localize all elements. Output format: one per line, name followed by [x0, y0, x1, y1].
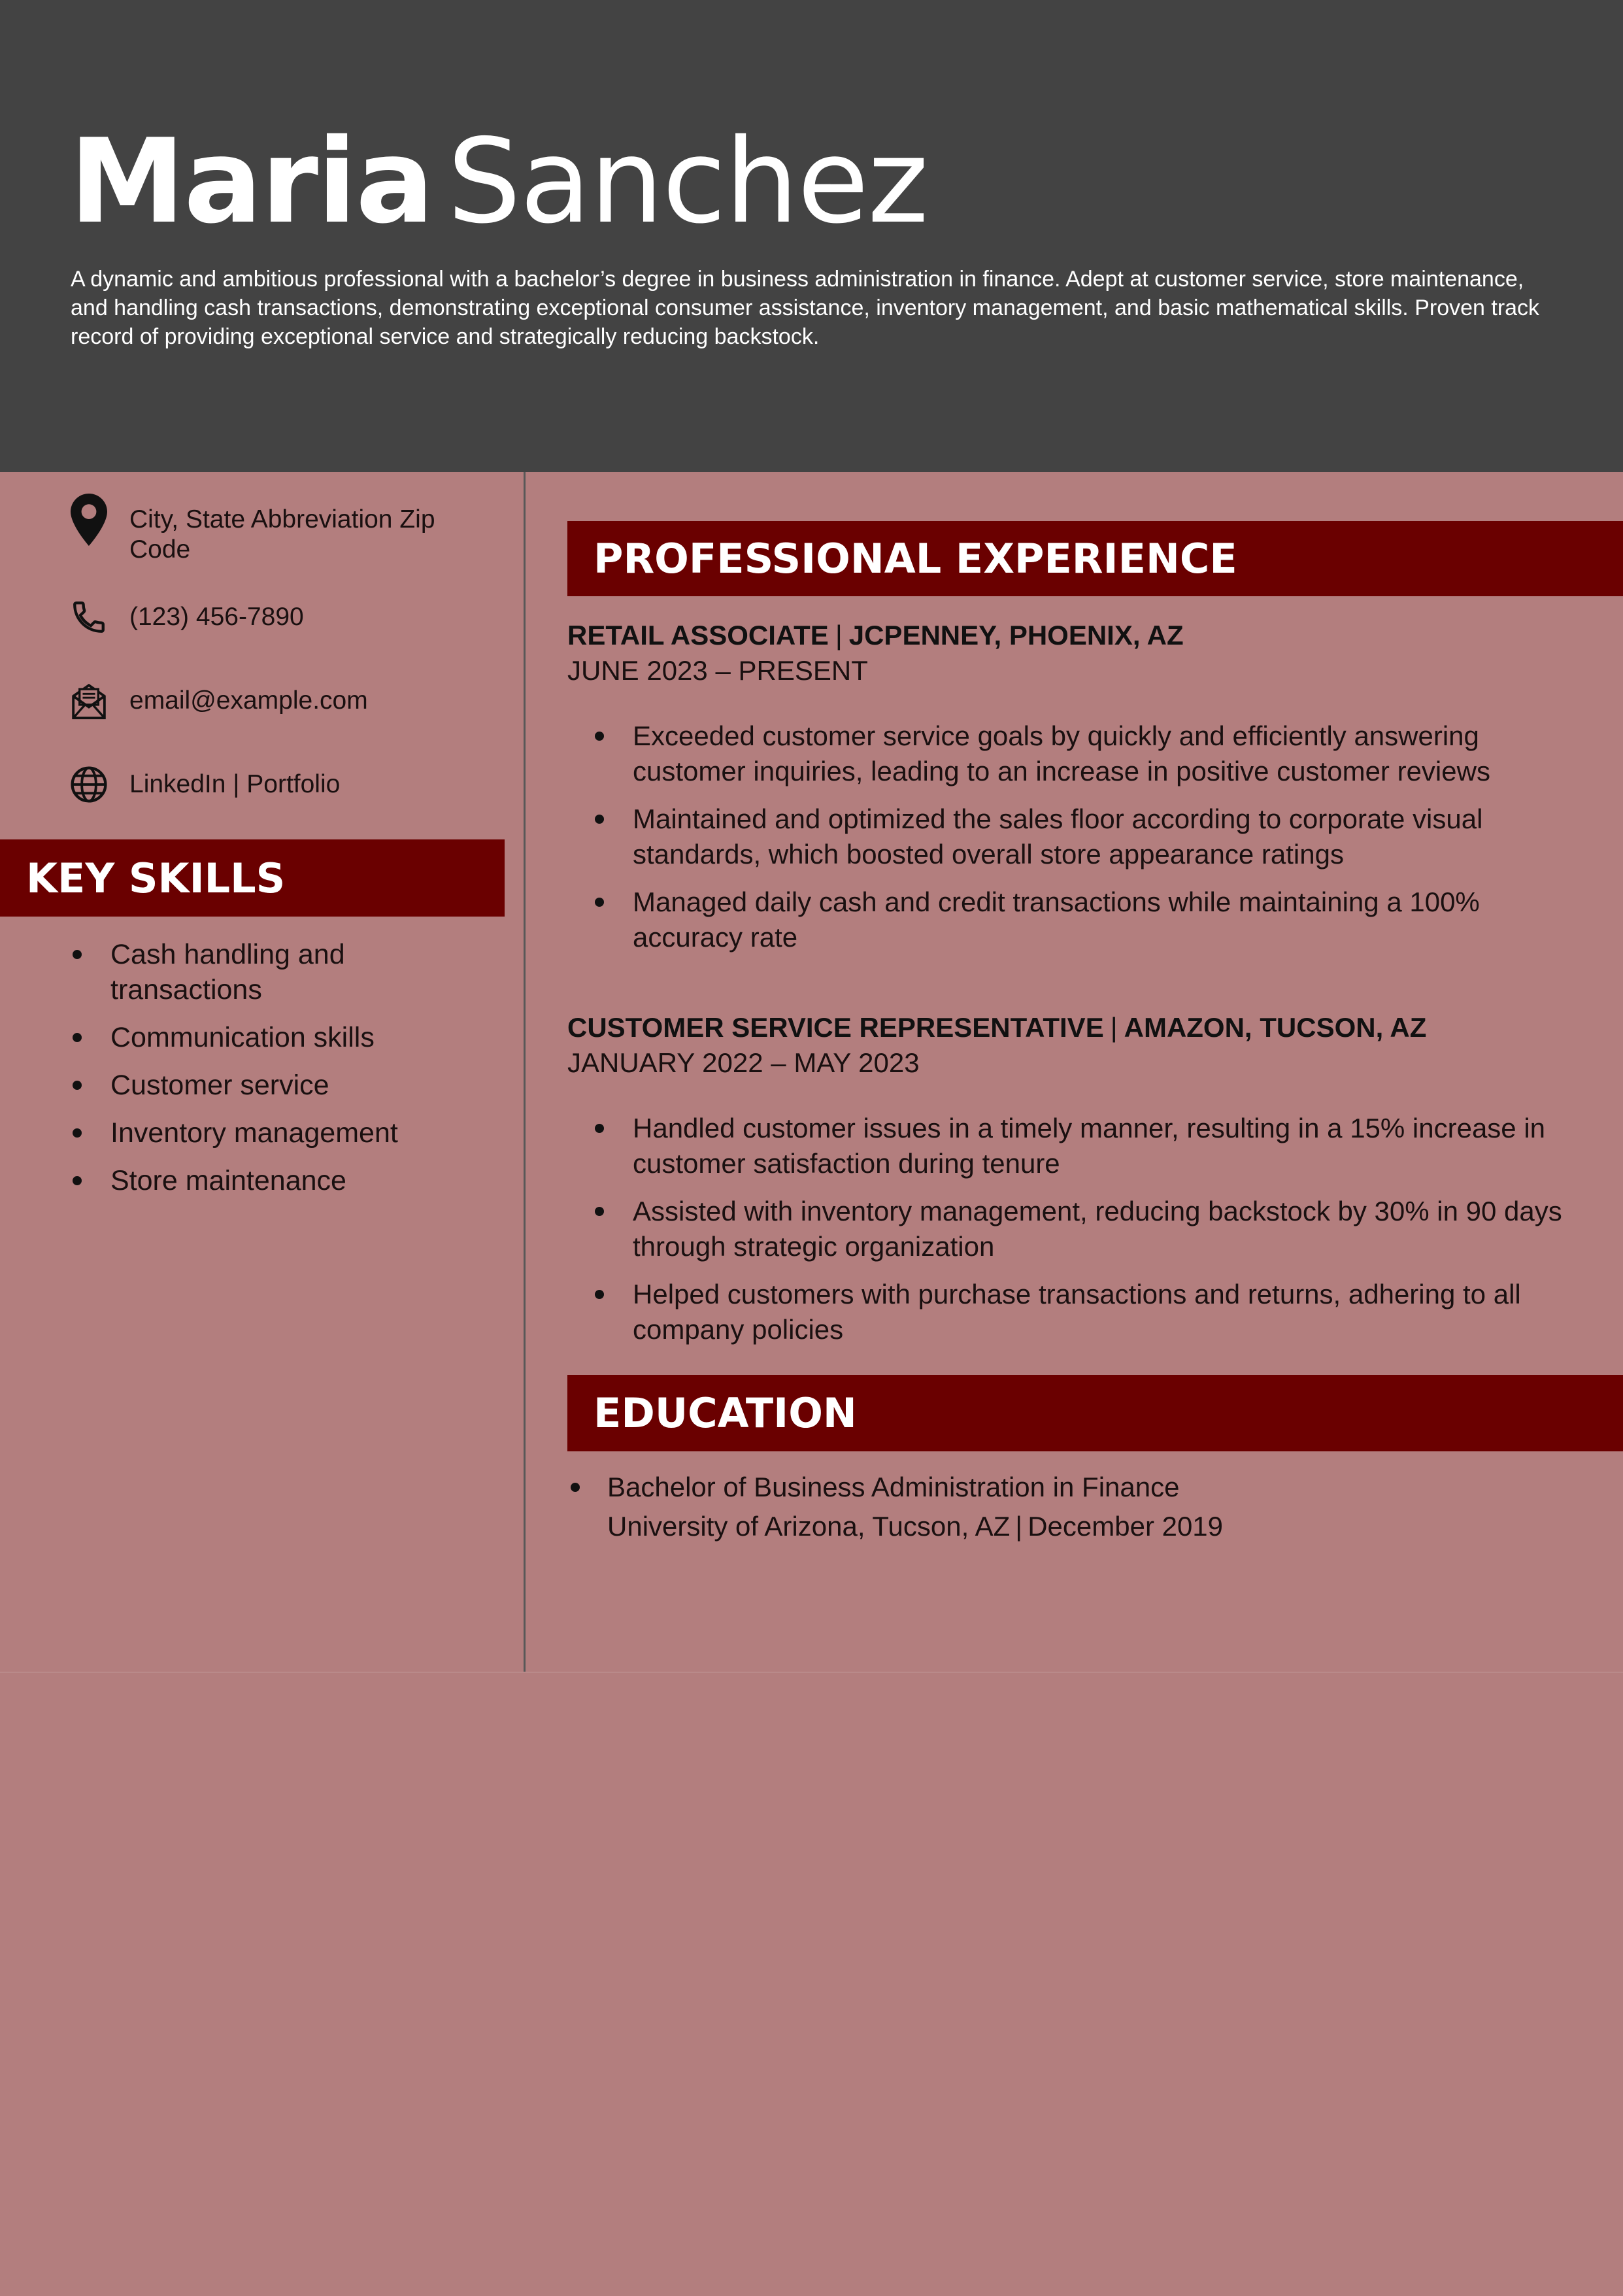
graduation-date: December 2019 — [1028, 1511, 1224, 1542]
column-divider — [524, 472, 526, 1672]
job-title-line — [567, 618, 1587, 653]
school-line — [607, 1507, 1587, 1546]
separator: | — [1015, 1511, 1023, 1542]
job-dates: JUNE 2023 – PRESENT — [567, 655, 868, 686]
job-title-line — [567, 1010, 1587, 1045]
job-entry — [567, 1010, 1587, 1360]
contact-location — [69, 500, 488, 565]
job-bullet: Handled customer issues in a timely manner, resulting in a 15% increase in customer satisfaction during tenure — [567, 1111, 1587, 1181]
job-dates: JANUARY 2022 – MAY 2023 — [567, 1047, 920, 1078]
job-bullet: Maintained and optimized the sales floor according to corporate visual standards, which boosted overall store appearance ratings — [567, 802, 1587, 872]
education-list — [567, 1468, 1587, 1546]
contact-links — [69, 765, 488, 804]
globe-icon — [69, 765, 109, 804]
education-item — [567, 1468, 1587, 1546]
location-text: City, State Abbreviation Zip Code — [129, 505, 435, 564]
job-company: JCPENNEY, PHOENIX, AZ — [848, 620, 1184, 650]
professional-summary: A dynamic and ambitious professional with a bachelor’s degree in business administration in finance. Adept at customer service, store maintenance, and handling cash transactions, demonstrating exceptional consumer assistance, inventory management, and basic mathematical skills. Proven track record of providing exceptional service and strategically reducing backstock. — [71, 267, 1540, 349]
email-text: email@example.com — [129, 686, 368, 715]
skill-item: Cash handling and transactions — [69, 937, 488, 1007]
skill-item: Communication skills — [69, 1020, 488, 1055]
contact-email — [69, 681, 488, 720]
envelope-icon — [69, 681, 109, 720]
skills-list — [69, 937, 488, 1211]
first-name: Maria — [69, 114, 433, 249]
separator: | — [1110, 1012, 1118, 1043]
skill-item: Customer service — [69, 1068, 488, 1103]
job-bullets — [567, 718, 1587, 955]
job-bullet: Assisted with inventory management, reducing backstock by 30% in 90 days through strategic organization — [567, 1194, 1587, 1264]
skill-item: Inventory management — [69, 1115, 488, 1151]
separator: | — [835, 620, 843, 650]
phone-icon — [69, 598, 109, 637]
phone-text: (123) 456-7890 — [129, 603, 304, 631]
job-title: RETAIL ASSOCIATE — [567, 620, 829, 650]
job-title: CUSTOMER SERVICE REPRESENTATIVE — [567, 1012, 1104, 1043]
candidate-name — [69, 116, 928, 247]
degree: Bachelor of Business Administration in Finance — [607, 1472, 1180, 1502]
contact-phone — [69, 598, 488, 637]
school: University of Arizona, Tucson, AZ — [607, 1511, 1011, 1542]
skill-item: Store maintenance — [69, 1163, 488, 1198]
last-name: Sanchez — [447, 114, 928, 249]
header — [0, 0, 1623, 472]
education-heading: EDUCATION — [567, 1375, 1623, 1451]
map-pin-icon — [69, 500, 109, 539]
job-bullets — [567, 1111, 1587, 1347]
job-bullet: Managed daily cash and credit transactions while maintaining a 100% accuracy rate — [567, 885, 1587, 955]
job-company: AMAZON, TUCSON, AZ — [1124, 1012, 1427, 1043]
job-entry — [567, 618, 1587, 968]
links-text: LinkedIn | Portfolio — [129, 770, 341, 798]
job-bullet: Exceeded customer service goals by quickly and efficiently answering customer inquiries, leading to an increase in positive customer reviews — [567, 718, 1587, 789]
job-bullet: Helped customers with purchase transactions and returns, adhering to all company policies — [567, 1277, 1587, 1347]
page-break-line — [0, 1672, 1623, 1673]
experience-heading: PROFESSIONAL EXPERIENCE — [567, 521, 1623, 596]
key-skills-heading: KEY SKILLS — [0, 839, 505, 917]
